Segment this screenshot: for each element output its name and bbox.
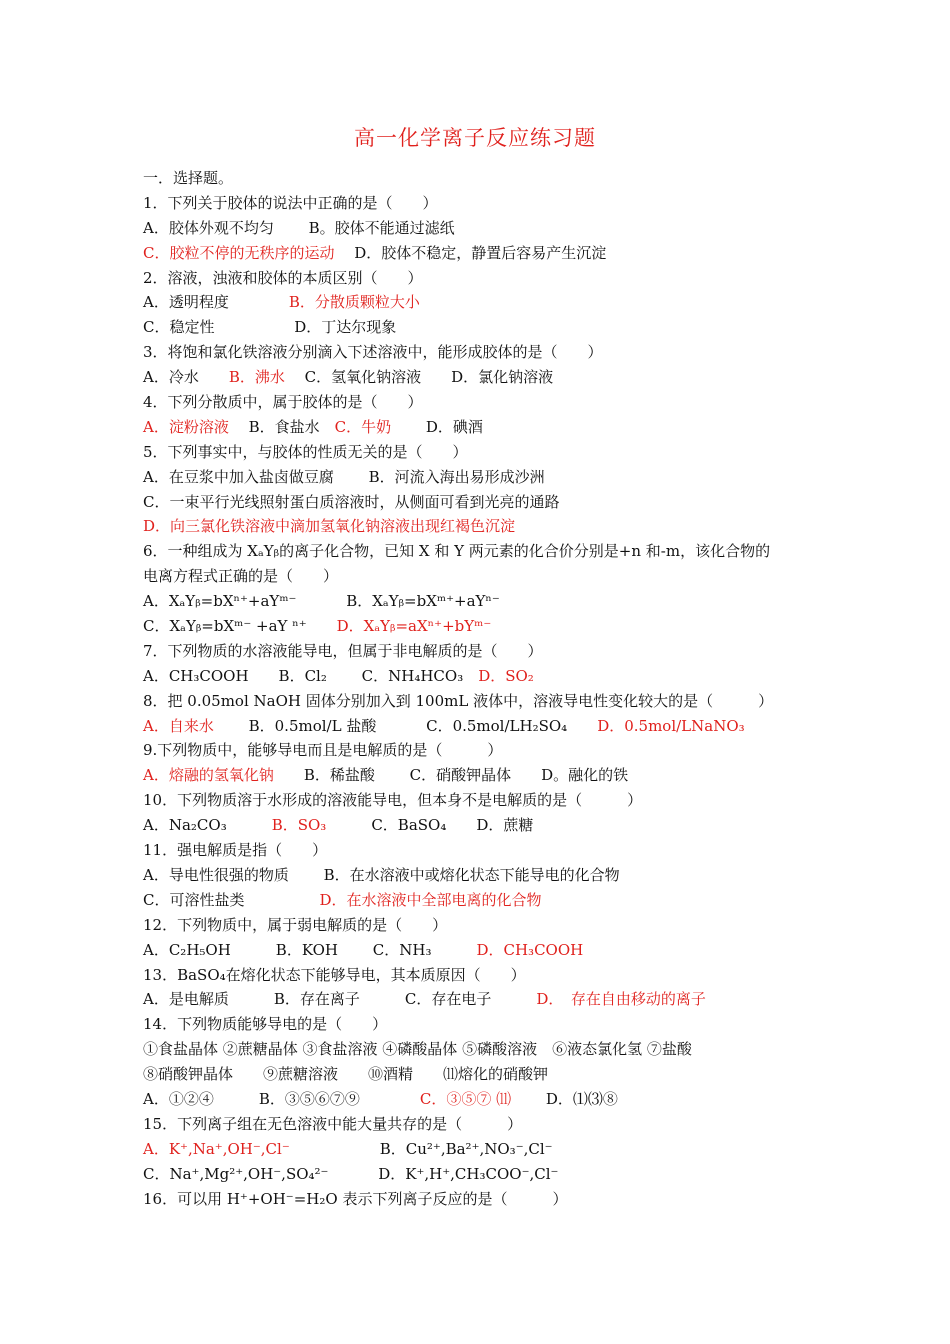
- line-text: 4．下列分散质中，属于胶体的是（ ）: [143, 393, 423, 412]
- line-text: C．XₐYᵦ=bXᵐ⁻ +aY ⁿ⁺: [143, 617, 337, 636]
- answer-text: C．③⑤⑦ ⑾: [419, 1089, 512, 1108]
- question-line: [143, 1012, 823, 1037]
- answer-text: D．SO₂: [478, 666, 534, 685]
- answer-text: C．胶粒不停的无秩序的运动: [143, 243, 335, 262]
- question-line: [143, 564, 823, 589]
- line-text: 13．BaSO₄在熔化状态下能够导电，其本质原因（ ）: [143, 965, 526, 984]
- option-line: [143, 614, 823, 639]
- option-line: [143, 1087, 823, 1112]
- option-line: [143, 216, 823, 241]
- line-text: ①食盐晶体 ②蔗糖晶体 ③食盐溶液 ④磷酸晶体 ⑤磷酸溶液 ⑥液态氯化氢 ⑦盐酸: [143, 1040, 692, 1059]
- option-line: [143, 415, 823, 440]
- option-line: [143, 514, 823, 539]
- question-line: [143, 738, 823, 763]
- option-line: [143, 813, 823, 838]
- line-text: B．0.5mol/L 盐酸 C．0.5mol/LH₂SO₄: [213, 716, 598, 735]
- question-line: [143, 963, 823, 988]
- line-text: D．碘酒: [391, 417, 483, 436]
- page-title: 高一化学离子反应练习题: [354, 126, 596, 150]
- answer-text: A．淀粉溶液: [143, 417, 229, 436]
- line-text: A．导电性很强的物质 B．在水溶液中或熔化状态下能导电的化合物: [143, 865, 620, 884]
- line-text: 7．下列物质的水溶液能导电，但属于非电解质的是（ ）: [143, 641, 543, 660]
- line-text: 6．一种组成为 XₐYᵦ的离子化合物，已知 X 和 Y 两元素的化合价分别是+n 和-m，该化合物的: [143, 542, 771, 561]
- option-line: [143, 1137, 823, 1162]
- line-text: 一．选择题。: [143, 169, 234, 187]
- line-text: 5．下列事实中，与胶体的性质无关的是（ ）: [143, 442, 468, 461]
- answer-text: D．向三氯化铁溶液中滴加氢氧化钠溶液出现红褐色沉淀: [143, 517, 516, 536]
- line-text: ⑧硝酸钾晶体 ⑨蔗糖溶液 ⑩酒精 ⑾熔化的硝酸钾: [143, 1065, 549, 1084]
- question-line: [143, 913, 823, 938]
- answer-text: D．XₐYᵦ=aXⁿ⁺+bYᵐ⁻: [336, 617, 492, 636]
- question-line: [143, 838, 823, 863]
- line-text: C．一束平行光线照射蛋白质溶液时，从侧面可看到光亮的通路: [143, 492, 560, 511]
- question-line: [143, 539, 823, 564]
- line-text: 电离方程式正确的是（ ）: [143, 567, 339, 586]
- option-line: [143, 1062, 823, 1087]
- line-text: A．C₂H₅OH B．KOH C．NH₃: [143, 940, 477, 959]
- answer-text: D．CH₃COOH: [476, 940, 584, 959]
- line-text: C．稳定性 D．丁达尔现象: [143, 318, 397, 337]
- answer-text: D．在水溶液中全部电离的化合物: [319, 890, 542, 909]
- question-line: [143, 1112, 823, 1137]
- line-text: C．BaSO₄ D．蔗糖: [326, 816, 534, 835]
- line-text: D．⑴⑶⑧: [511, 1089, 618, 1108]
- option-line: [143, 1037, 823, 1062]
- line-text: A．CH₃COOH B．Cl₂ C．NH₄HCO₃: [143, 666, 479, 685]
- option-line: [143, 863, 823, 888]
- line-text: 14．下列物质能够导电的是（ ）: [143, 1015, 388, 1034]
- line-text: 1．下列关于胶体的说法中正确的是（ ）: [143, 193, 438, 212]
- line-text: 16．可以用 H⁺+OH⁻=H₂O 表示下列离子反应的是（ ）: [143, 1189, 568, 1208]
- option-line: [143, 365, 823, 390]
- line-text: 11．强电解质是指（ ）: [143, 841, 328, 860]
- line-text: D．胶体不稳定，静置后容易产生沉淀: [334, 243, 607, 262]
- answer-text: A．熔融的氢氧化钠: [143, 766, 274, 785]
- option-line: [143, 987, 823, 1012]
- option-line: [143, 490, 823, 515]
- line-text: 8．把 0.05mol NaOH 固体分别加入到 100mL 液体中，溶液导电性变化较大的是（ ）: [143, 691, 774, 710]
- line-text: 12．下列物质中，属于弱电解质的是（ ）: [143, 915, 448, 934]
- option-line: [143, 315, 823, 340]
- option-line: [143, 888, 823, 913]
- line-text: A．Na₂CO₃: [143, 816, 272, 835]
- question-line: [143, 266, 823, 291]
- line-text: A．胶体外观不均匀 B。胶体不能通过滤纸: [143, 218, 455, 237]
- line-text: A．在豆浆中加入盐卤做豆腐 B．河流入海出易形成沙洲: [143, 467, 545, 486]
- question-list: [143, 166, 823, 1211]
- question-line: [143, 340, 823, 365]
- line-text: A．XₐYᵦ=bXⁿ⁺+aYᵐ⁻ B．XₐYᵦ=bXᵐ⁺+aYⁿ⁻: [143, 592, 500, 611]
- option-line: [143, 1162, 823, 1187]
- line-text: A．冷水: [143, 368, 229, 387]
- option-line: [143, 241, 823, 266]
- line-text: C．可溶性盐类: [143, 890, 320, 909]
- option-line: [143, 763, 823, 788]
- option-line: [143, 465, 823, 490]
- line-text: 9.下列物质中，能够导电而且是电解质的是（ ）: [143, 741, 503, 760]
- answer-text: D． 存在自由移动的离子: [536, 990, 706, 1009]
- section-heading: [143, 166, 823, 191]
- answer-text: D．0.5mol/LNaNO₃: [597, 716, 745, 735]
- answer-text: C．牛奶: [334, 417, 392, 436]
- line-text: 10．下列物质溶于水形成的溶液能导电，但本身不是电解质的是（ ）: [143, 791, 643, 810]
- line-text: B．Cu²⁺,Ba²⁺,NO₃⁻,Cl⁻: [289, 1139, 553, 1158]
- question-line: [143, 390, 823, 415]
- line-text: C．Na⁺,Mg²⁺,OH⁻,SO₄²⁻ D．K⁺,H⁺,CH₃COO⁻,Cl⁻: [143, 1164, 559, 1183]
- question-line: [143, 639, 823, 664]
- option-line: [143, 714, 823, 739]
- line-text: C．氢氧化钠溶液 D．氯化钠溶液: [284, 368, 554, 387]
- answer-text: B．分散质颗粒大小: [288, 293, 420, 312]
- line-text: 3．将饱和氯化铁溶液分别滴入下述溶液中，能形成胶体的是（ ）: [143, 343, 603, 362]
- option-line: [143, 589, 823, 614]
- option-line: [143, 938, 823, 963]
- line-text: A．①②④ B．③⑤⑥⑦⑨: [143, 1089, 420, 1108]
- answer-text: B．沸水: [228, 368, 285, 387]
- line-text: A．透明程度: [143, 293, 289, 312]
- option-line: [143, 290, 823, 315]
- line-text: B．食盐水: [228, 417, 335, 436]
- question-line: [143, 191, 823, 216]
- question-line: [143, 1187, 823, 1212]
- answer-text: A．自来水: [143, 716, 214, 735]
- question-line: [143, 788, 823, 813]
- answer-text: A．K⁺,Na⁺,OH⁻,Cl⁻: [143, 1139, 290, 1158]
- line-text: B．稀盐酸 C．硝酸钾晶体 D。融化的铁: [273, 766, 629, 785]
- question-line: [143, 440, 823, 465]
- answer-text: B．SO₃: [271, 816, 327, 835]
- line-text: A．是电解质 B．存在离子 C．存在电子: [143, 990, 537, 1009]
- line-text: 15．下列离子组在无色溶液中能大量共存的是（ ）: [143, 1114, 523, 1133]
- question-line: [143, 689, 823, 714]
- line-text: 2．溶液，浊液和胶体的本质区别（ ）: [143, 268, 423, 287]
- option-line: [143, 664, 823, 689]
